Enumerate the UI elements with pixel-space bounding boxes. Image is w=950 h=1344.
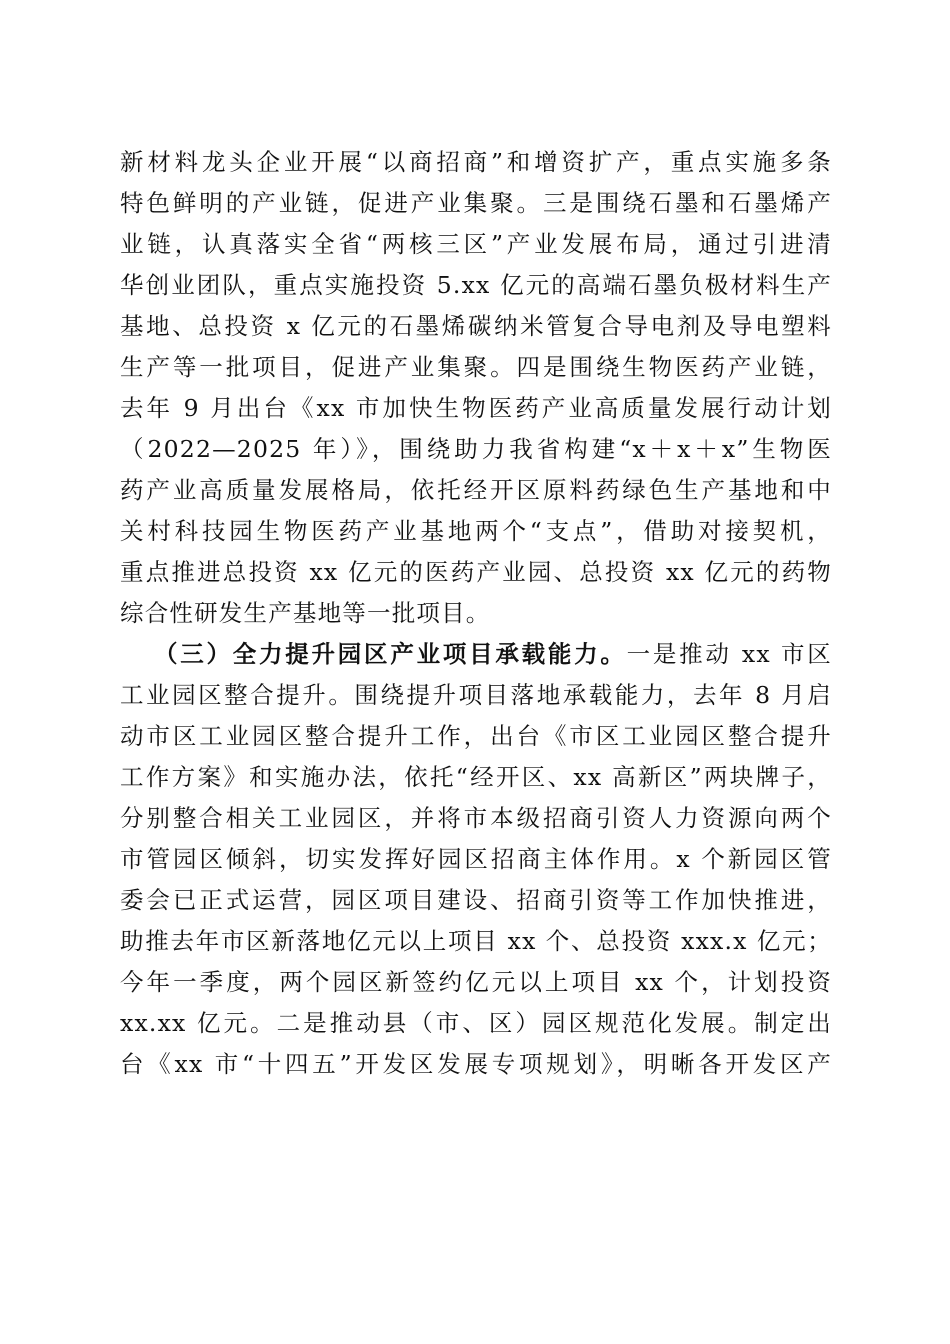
paragraph-line: xx.xx 亿元。二是推动县（市、区）园区规范化发展。制定出 (120, 1009, 832, 1037)
paragraph-line: 分别整合相关工业园区，并将市本级招商引资人力资源向两个 (120, 804, 832, 832)
paragraph-line: 今年一季度，两个园区新签约亿元以上项目 xx 个，计划投资 (120, 968, 832, 996)
paragraph-line: 业链，认真落实全省“两核三区”产业发展布局，通过引进清 (120, 230, 832, 258)
paragraph-line: （2022—2025 年）》，围绕助力我省构建“x＋x＋x”生物医 (120, 435, 832, 463)
paragraph-line: 市管园区倾斜，切实发挥好园区招商主体作用。x 个新园区管 (120, 845, 832, 873)
paragraph-line: 重点推进总投资 xx 亿元的医药产业园、总投资 xx 亿元的药物 (120, 558, 832, 586)
paragraph-line: 助推去年市区新落地亿元以上项目 xx 个、总投资 xxx.x 亿元； (120, 927, 832, 955)
paragraph-line: 新材料龙头企业开展“以商招商”和增资扩产，重点实施多条 (120, 148, 832, 176)
paragraph-line: 委会已正式运营，园区项目建设、招商引资等工作加快推进， (120, 886, 832, 914)
section-3-heading: （三）全力提升园区产业项目承载能力。 (154, 640, 627, 668)
paragraph-line: 生产等一批项目，促进产业集聚。四是围绕生物医药产业链， (120, 353, 832, 381)
paragraph-line: 基地、总投资 x 亿元的石墨烯碳纳米管复合导电剂及导电塑料 (120, 312, 832, 340)
paragraph-line: 关村科技园生物医药产业基地两个“支点”，借助对接契机， (120, 517, 832, 545)
paragraph-line: 特色鲜明的产业链，促进产业集聚。三是围绕石墨和石墨烯产 (120, 189, 832, 217)
paragraph-line: 工作方案》和实施办法，依托“经开区、xx 高新区”两块牌子， (120, 763, 832, 791)
paragraph-line: 动市区工业园区整合提升工作，出台《市区工业园区整合提升 (120, 722, 832, 750)
paragraph-line: 台《xx 市“十四五”开发区发展专项规划》，明晰各开发区产 (120, 1050, 832, 1078)
section-3-first-line-text: 一是推动 xx 市区 (626, 640, 832, 668)
paragraph-line: 药产业高质量发展格局，依托经开区原料药绿色生产基地和中 (120, 476, 832, 504)
paragraph-line: 工业园区整合提升。围绕提升项目落地承载能力，去年 8 月启 (120, 681, 832, 709)
paragraph-line: 去年 9 月出台《xx 市加快生物医药产业高质量发展行动计划 (120, 394, 832, 422)
section-3-first-line (120, 634, 832, 675)
paragraph-line: 华创业团队，重点实施投资 5.xx 亿元的高端石墨负极材料生产 (120, 271, 832, 299)
document-body (120, 142, 832, 1085)
paragraph-line: 综合性研发生产基地等一批项目。 (120, 599, 491, 627)
